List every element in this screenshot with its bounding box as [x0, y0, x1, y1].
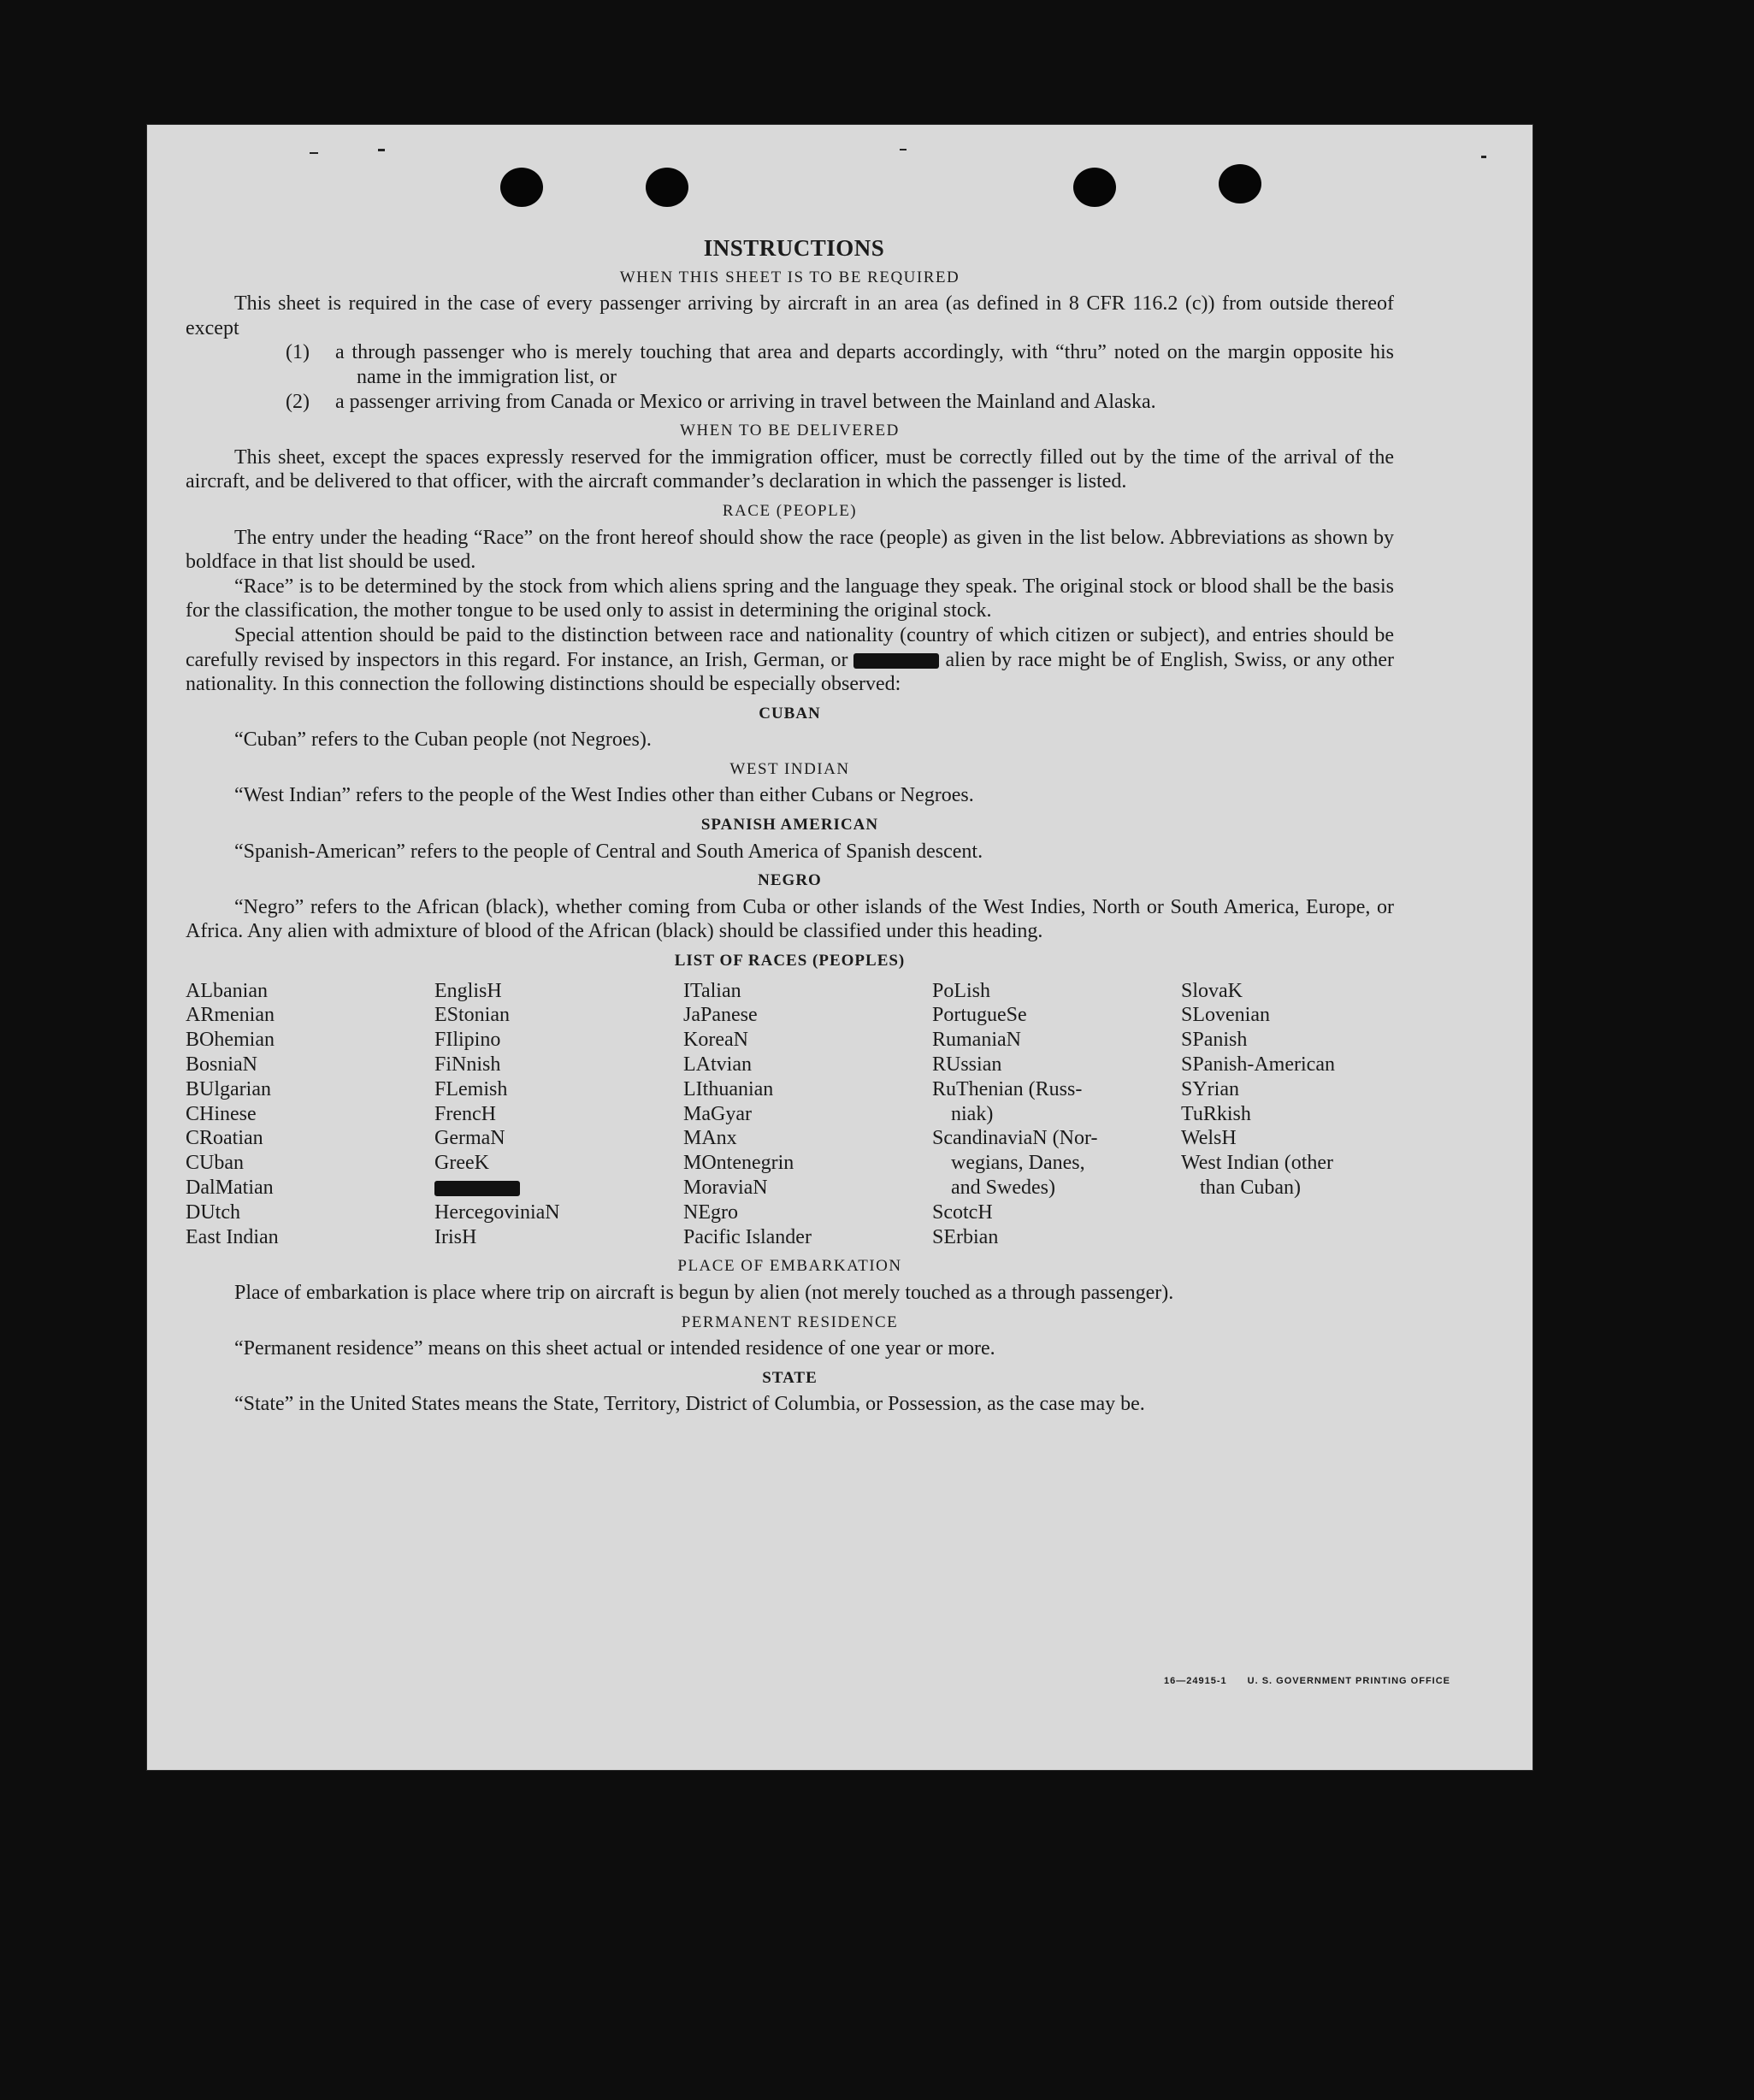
heading-residence: PERMANENT RESIDENCE	[681, 1312, 899, 1331]
race-item: SlovaK	[1181, 979, 1243, 1002]
race-item: PortugueSe	[932, 1004, 1027, 1027]
speck	[900, 149, 907, 150]
race-paragraph-2: “Race” is to be determined by the stock from which aliens spring and the language they speak. The original stock or blood shall be the basis for the classification, the mother tongue to be used only to assist in determining the original stock.	[186, 575, 1394, 622]
printer-footer	[1164, 1676, 1450, 1686]
races-list	[186, 979, 1394, 1250]
race-item: LAtvian	[683, 1053, 752, 1077]
printer-name: U. S. GOVERNMENT PRINTING OFFICE	[1247, 1676, 1450, 1686]
race-item: RuThenian (Russ-	[932, 1077, 1083, 1100]
race-item: BosniaN	[186, 1053, 257, 1077]
punch-hole	[500, 168, 543, 207]
race-item: SLovenian	[1181, 1004, 1270, 1027]
races-column-3	[683, 979, 932, 1250]
race-item: MoraviaN	[683, 1177, 768, 1199]
race-item: HercegoviniaN	[434, 1200, 560, 1224]
race-item: TuRkish	[1181, 1102, 1251, 1125]
race-item: FrencH	[434, 1102, 496, 1125]
punch-hole	[1073, 168, 1116, 207]
race-item: FLemish	[434, 1077, 508, 1100]
race-item: PoLish	[932, 979, 991, 1002]
race-item: CRoatian	[186, 1127, 263, 1150]
race-item-redacted	[434, 1176, 683, 1200]
race-item: CHinese	[186, 1102, 257, 1125]
race-item: ITalian	[683, 979, 741, 1002]
race-item: BOhemian	[186, 1029, 275, 1052]
race-item: WelsH	[1181, 1127, 1237, 1150]
races-column-1	[186, 979, 434, 1250]
item-number: (2)	[286, 390, 310, 413]
item-number: (1)	[286, 341, 310, 364]
race-item: BUlgarian	[186, 1077, 271, 1100]
document-sheet	[147, 125, 1533, 1770]
race-item: EStonian	[434, 1004, 510, 1027]
race-paragraph-3b: alien by race might be of English, Swiss, or any other nationality. In this connection the following distinctions should be especially observed:	[186, 648, 1394, 696]
item-text: a through passenger who is merely touching that area and departs accordingly, with “thru” noted on the margin opposite his name in the immigration list, or	[335, 341, 1394, 388]
form-number: 16—24915-1	[1164, 1676, 1227, 1686]
race-item: ScotcH	[932, 1200, 993, 1224]
race-item: GreeK	[434, 1152, 489, 1175]
heading-race: RACE (PEOPLE)	[722, 501, 858, 520]
instructions-body	[186, 236, 1394, 1417]
race-item: niak)	[951, 1102, 994, 1125]
race-item: East Indian	[186, 1225, 279, 1248]
race-item: and Swedes)	[951, 1177, 1055, 1199]
race-item: NEgro	[683, 1200, 738, 1224]
cuban-text: “Cuban” refers to the Cuban people (not Negroes).	[234, 729, 652, 752]
west-indian-text: “West Indian” refers to the people of the West Indies other than either Cubans or Negroes.	[234, 784, 974, 807]
spanish-american-text: “Spanish-American” refers to the people of Central and South America of Spanish descent.	[234, 840, 983, 863]
race-item: MaGyar	[683, 1102, 752, 1125]
race-item: ScandinaviaN (Nor-	[932, 1127, 1098, 1150]
race-item: SErbian	[932, 1225, 999, 1248]
race-item: Pacific Islander	[683, 1225, 812, 1248]
speck	[310, 152, 318, 154]
required-item-1	[286, 340, 1394, 389]
race-paragraph-3	[186, 623, 1394, 697]
delivered-text: This sheet, except the spaces expressly reserved for the immigration officer, must be correctly filled out by the time of the arrival of the aircraft, and be delivered to that officer, with the aircraft commander’s declaration in which the passenger is listed.	[186, 445, 1394, 493]
race-item: than Cuban)	[1200, 1177, 1301, 1199]
heading-delivered: WHEN TO BE DELIVERED	[680, 422, 900, 440]
race-item: SPanish	[1181, 1029, 1248, 1052]
state-text: “State” in the United States means the State, Territory, District of Columbia, or Possession, as the case may be.	[234, 1393, 1145, 1416]
heading-embarkation: PLACE OF EMBARKATION	[677, 1257, 902, 1276]
race-item: DUtch	[186, 1200, 240, 1224]
heading-state: STATE	[762, 1368, 818, 1387]
required-intro: This sheet is required in the case of every passenger arriving by aircraft in an area (as defined in 8 CFR 116.2 (c)) from outside thereof except	[186, 292, 1394, 339]
punch-hole	[1219, 164, 1261, 204]
race-item: wegians, Danes,	[951, 1152, 1085, 1175]
heading-cuban: CUBAN	[759, 704, 821, 723]
races-column-5	[1181, 979, 1394, 1250]
race-item: JaPanese	[683, 1004, 758, 1027]
race-item: ARmenian	[186, 1004, 275, 1027]
races-column-4	[932, 979, 1181, 1250]
heading-required: WHEN THIS SHEET IS TO BE REQUIRED	[619, 268, 960, 286]
item-text: a passenger arriving from Canada or Mexico or arriving in travel between the Mainland and Alaska.	[335, 390, 1156, 413]
heading-west-indian: WEST INDIAN	[729, 759, 850, 778]
speck	[378, 149, 385, 151]
race-item: DalMatian	[186, 1177, 274, 1199]
race-item: MAnx	[683, 1127, 737, 1150]
page-title: INSTRUCTIONS	[703, 235, 885, 261]
redaction-mark	[853, 653, 939, 669]
embarkation-text: Place of embarkation is place where trip on aircraft is begun by alien (not merely touched as a through passenger).	[234, 1281, 1174, 1304]
negro-text: “Negro” refers to the African (black), whether coming from Cuba or other islands of the West Indies, North or South America, Europe, or Africa. Any alien with admixture of blood of the African (black) should be classified under this heading.	[186, 895, 1394, 943]
race-paragraph-3a: Special attention should be paid to the distinction between race and nationality (country of which citizen or subject), and entries should be carefully revised by inspectors in this regard. For instance, an Irish, German, or	[186, 623, 1394, 671]
race-item: RUssian	[932, 1053, 1002, 1077]
race-item: SYrian	[1181, 1077, 1239, 1100]
required-item-2	[286, 390, 1394, 415]
race-item: EnglisH	[434, 979, 502, 1002]
speck	[1481, 156, 1486, 158]
race-item: LIthuanian	[683, 1077, 774, 1100]
punch-hole	[646, 168, 688, 207]
race-paragraph-1: The entry under the heading “Race” on the front hereof should show the race (people) as given in the list below. Abbreviations as shown by boldface in that list should be used.	[186, 526, 1394, 574]
heading-negro: NEGRO	[758, 871, 822, 890]
race-item: RumaniaN	[932, 1029, 1021, 1052]
race-item: FiNnish	[434, 1053, 501, 1077]
race-item: GermaN	[434, 1127, 505, 1150]
races-column-2	[434, 979, 683, 1250]
race-item: MOntenegrin	[683, 1152, 794, 1175]
race-item: ALbanian	[186, 979, 268, 1002]
race-item: West Indian (other	[1181, 1152, 1334, 1175]
race-item: CUban	[186, 1152, 244, 1175]
heading-spanish-american: SPANISH AMERICAN	[700, 816, 879, 835]
race-item: IrisH	[434, 1225, 477, 1248]
redaction-mark	[434, 1181, 520, 1196]
race-item: KoreaN	[683, 1029, 748, 1052]
race-item: SPanish-American	[1181, 1053, 1335, 1077]
residence-text: “Permanent residence” means on this sheet actual or intended residence of one year or more.	[234, 1337, 995, 1360]
race-item: FIlipino	[434, 1029, 501, 1052]
heading-list-of-races: LIST OF RACES (PEOPLES)	[674, 952, 906, 970]
